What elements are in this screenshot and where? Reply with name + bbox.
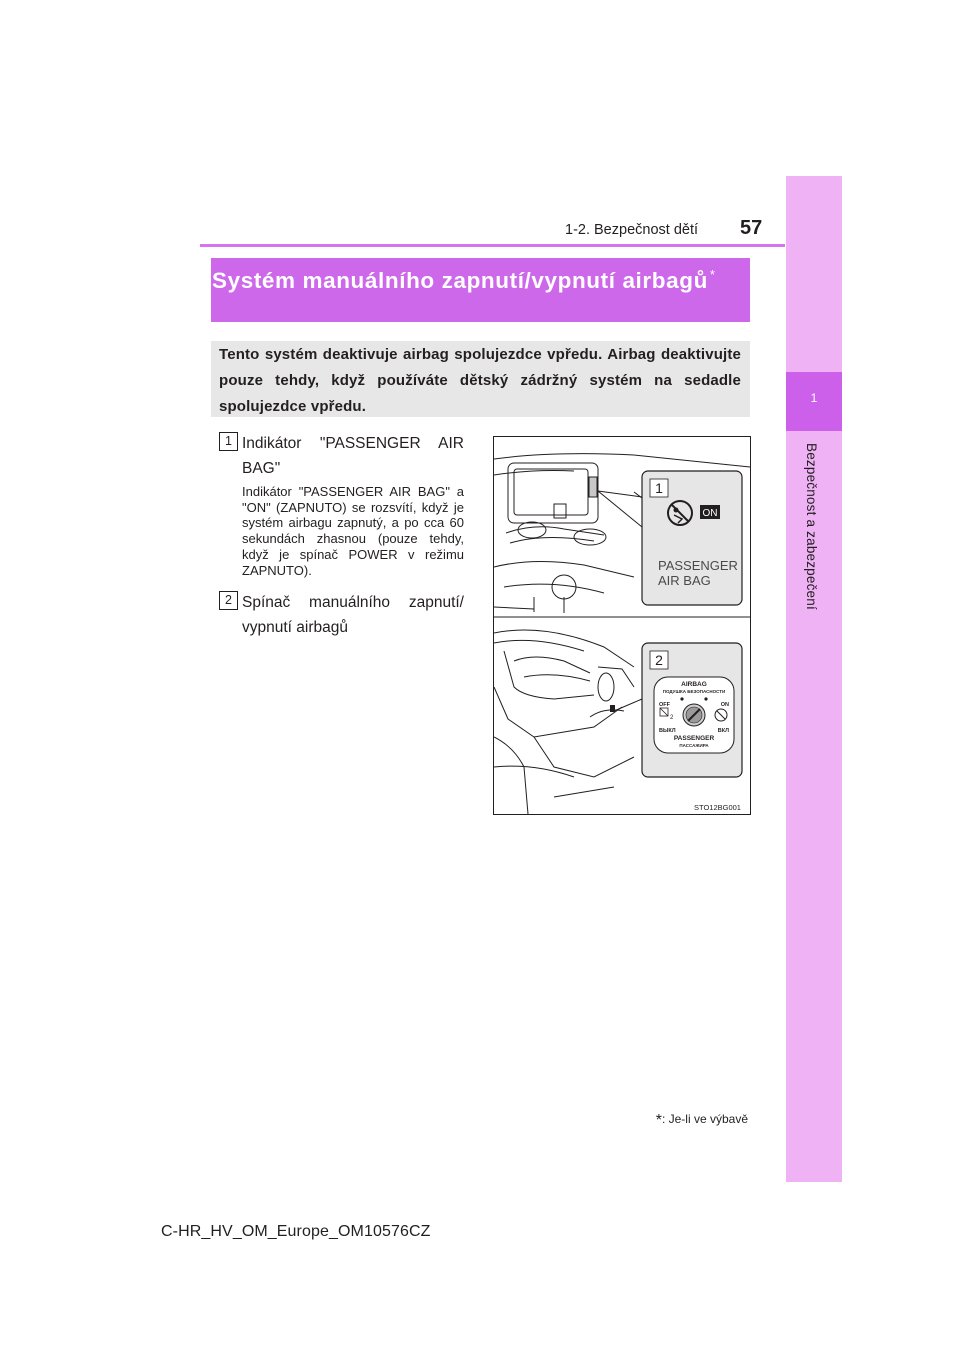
- page-number: 57: [740, 217, 763, 239]
- item-2-title: Spínač manuálního zapnutí/ vypnutí airbagů: [242, 594, 464, 636]
- dashboard-illustration: [493, 436, 751, 815]
- intro-text: Tento systém deaktivuje airbag spolujezdce vpředu. Airbag deaktivujte pouze tehdy, když používáte dětský zádržný systém na sedadle spolujezdce vpředu.: [219, 346, 741, 415]
- key-switch-icon: [683, 704, 705, 726]
- item-1-description: Indikátor "PASSENGER AIR BAG" a "ON" (ZAPNUTO) se rozsvítí, když je systém airbagu zapnutý, a po cca 60 sekundách zhasnou (pouze tehdy, když je spínač POWER v režimu ZAPNUTO).: [242, 484, 464, 578]
- indicator-label-line-2: AIR BAG: [658, 573, 711, 588]
- header-rule: [200, 244, 785, 247]
- glovebox-drawing: [494, 630, 634, 814]
- footnote: [656, 1112, 748, 1130]
- item-1-title: Indikátor "PASSENGER AIR BAG": [242, 435, 464, 477]
- illustration-code: STO12BG001: [694, 803, 741, 812]
- item-1-number: 1: [219, 432, 238, 451]
- switch-off-label: OFF: [659, 702, 670, 708]
- switch-off-ru-label: ВЫКЛ: [659, 728, 676, 734]
- footnote-asterisk: *: [655, 1112, 662, 1129]
- callout-1-number: 1: [655, 480, 663, 496]
- footnote-text: : Je-li ve výbavě: [661, 1112, 748, 1126]
- title-asterisk: *: [709, 267, 716, 282]
- callout-2-number: 2: [655, 652, 663, 668]
- chapter-tab: [786, 176, 842, 1182]
- chapter-label: Bezpečnost a zabezpečení: [804, 443, 819, 610]
- switch-on-label: ON: [720, 702, 729, 708]
- airbag-switch-panel: [654, 677, 734, 753]
- item-2-number: 2: [219, 591, 238, 610]
- switch-top-line-2: ПОДУШКА БЕЗОПАСНОСТИ: [662, 689, 726, 694]
- switch-bottom-line-1: PASSENGER: [673, 735, 715, 742]
- indicator-label-line-1: PASSENGER: [658, 558, 738, 573]
- chapter-number: 1: [810, 391, 818, 405]
- section-title-text: Systém manuálního zapnutí/vypnutí airbagů: [212, 268, 708, 293]
- switch-on-ru-label: ВКЛ: [717, 728, 729, 734]
- switch-bottom-line-2: ПАССАЖИРА: [679, 743, 709, 748]
- switch-top-line-1: AIRBAG: [681, 681, 707, 688]
- document-id: C-HR_HV_OM_Europe_OM10576CZ: [161, 1223, 431, 1240]
- svg-text:2: 2: [670, 715, 674, 721]
- indicator-on-label: ON: [702, 508, 718, 519]
- section-reference: 1-2. Bezpečnost dětí: [565, 222, 698, 238]
- section-title: [212, 259, 732, 296]
